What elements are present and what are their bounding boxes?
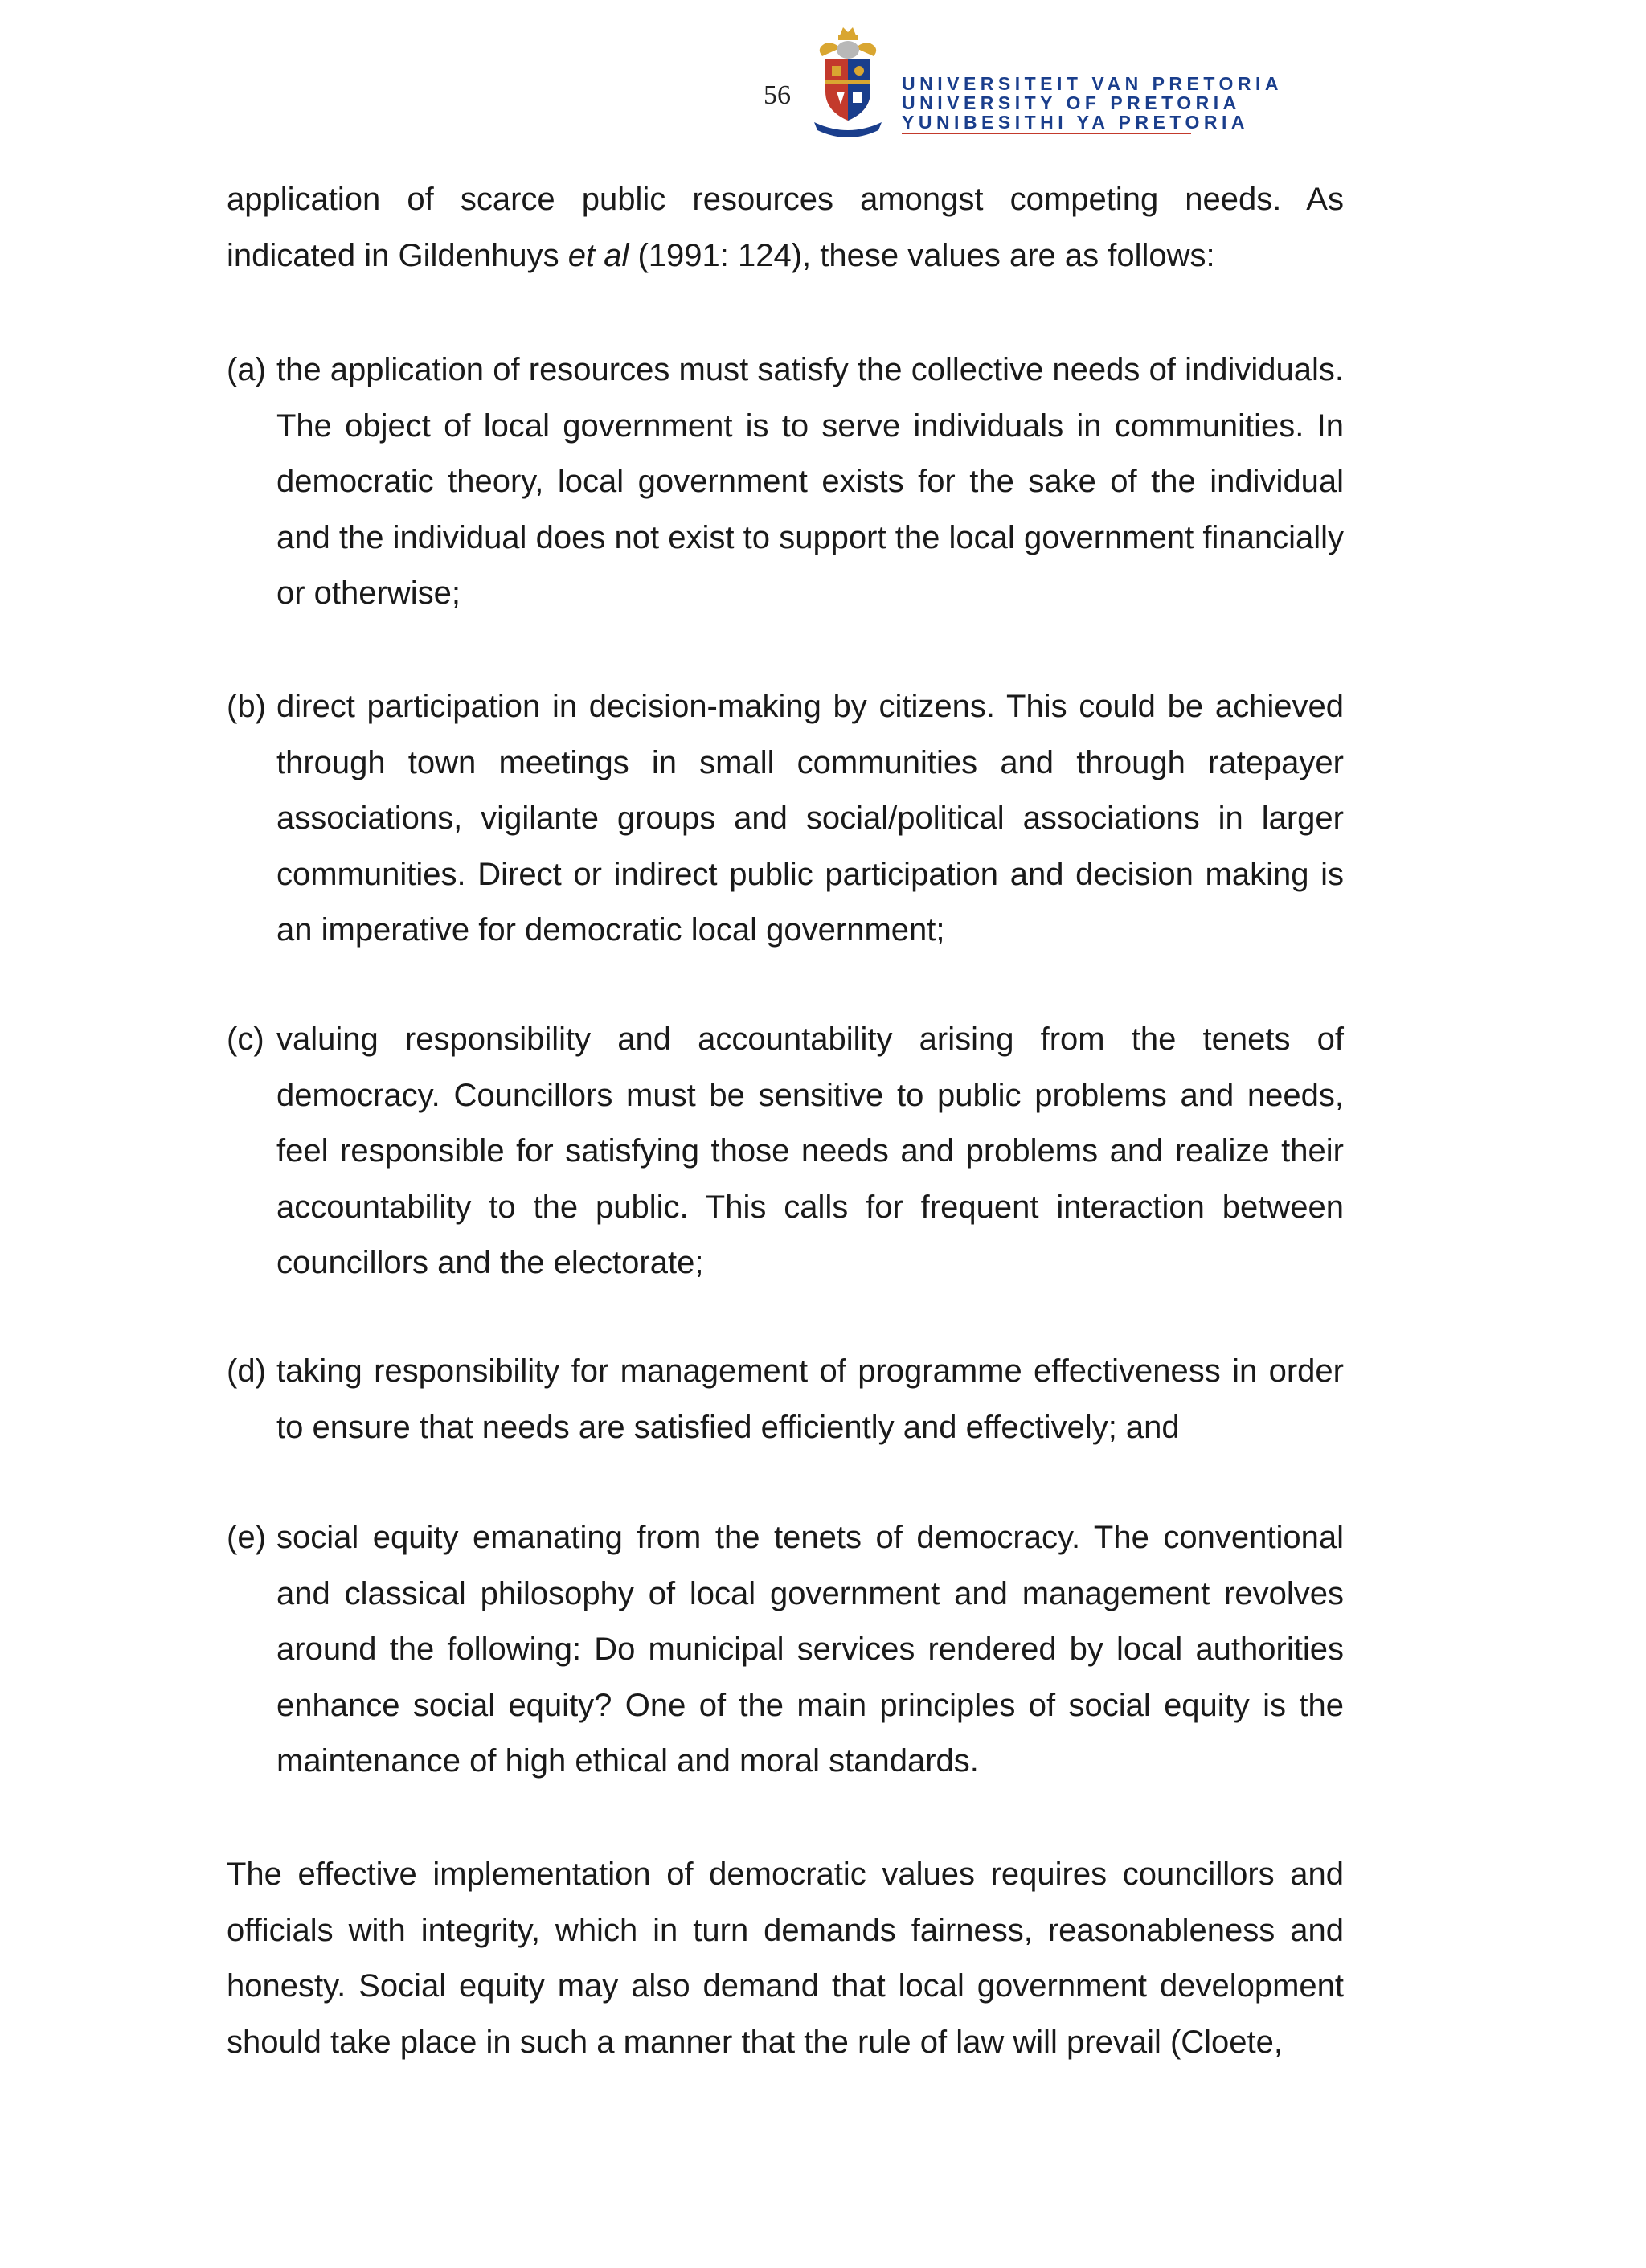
list-marker: (b) xyxy=(227,689,266,724)
list-item-c xyxy=(227,1012,1344,1292)
closing-paragraph-text: The effective implementation of democratic values requires councillors and officials with integrity, which in turn demands fairness, reasonableness and honesty. Social equity may also demand that local government development should take place in such a manner that the rule of law will prevail (Cloete, xyxy=(227,1857,1344,2060)
university-name-sepedi: YUNIBESITHI YA PRETORIA xyxy=(902,112,1249,133)
intro-line-2-italic: et al xyxy=(567,237,629,273)
university-crest-logo xyxy=(808,24,888,141)
list-item-text: social equity emanating from the tenets of democracy. The conventional and classical philosophy of local government and management revolves around the following: Do municipal services rendered by local authorities enhance social equity? One of the main principles of social equity is the maintenance of high ethical and moral standards. xyxy=(276,1520,1344,1779)
list-item-text: the application of resources must satisfy the collective needs of individuals. The object of local government is to serve individuals in communities. In democratic theory, local government exists for the sake of the individual and the individual does not exist to support the local government financially or otherwise; xyxy=(276,352,1344,611)
intro-paragraph xyxy=(227,172,1344,284)
university-name-block xyxy=(902,73,1284,133)
university-name-english: UNIVERSITY OF PRETORIA xyxy=(902,92,1241,113)
list-item-text: taking responsibility for management of programme effectiveness in order to ensure that needs are satisfied efficiently and effectively; and xyxy=(276,1353,1344,1445)
list-item-text: valuing responsibility and accountability arising from the tenets of democracy. Councillors must be sensitive to public problems and needs, feel responsible for satisfying those needs and problems and realize their accountability to the public. This calls for frequent interaction between councillors and the electorate; xyxy=(276,1021,1344,1280)
intro-line-1: application of scarce public resources amongst competing needs. As xyxy=(227,182,1344,217)
list-item-a xyxy=(227,342,1344,622)
intro-line-2-suffix: (1991: 124), these values are as follows: xyxy=(629,237,1215,273)
list-marker: (d) xyxy=(227,1353,266,1389)
list-marker: (a) xyxy=(227,352,266,387)
list-marker: (e) xyxy=(227,1520,266,1555)
university-name-afrikaans: UNIVERSITEIT VAN PRETORIA xyxy=(902,73,1284,94)
list-item-e xyxy=(227,1510,1344,1790)
header-rule xyxy=(902,133,1191,134)
page-number: 56 xyxy=(764,80,791,110)
list-item-b xyxy=(227,679,1344,959)
list-marker: (c) xyxy=(227,1021,264,1057)
intro-line-2 xyxy=(227,228,1344,285)
list-item-text: direct participation in decision-making by citizens. This could be achieved through town meetings in small communities and through ratepayer associations, vigilante groups and social/political associations in larger communities. Direct or indirect public participation and decision making is an imperative for democratic local government; xyxy=(276,689,1344,948)
list-item-d xyxy=(227,1344,1344,1455)
closing-paragraph xyxy=(227,1847,1344,2070)
intro-line-2-prefix: indicated in Gildenhuys xyxy=(227,237,568,273)
